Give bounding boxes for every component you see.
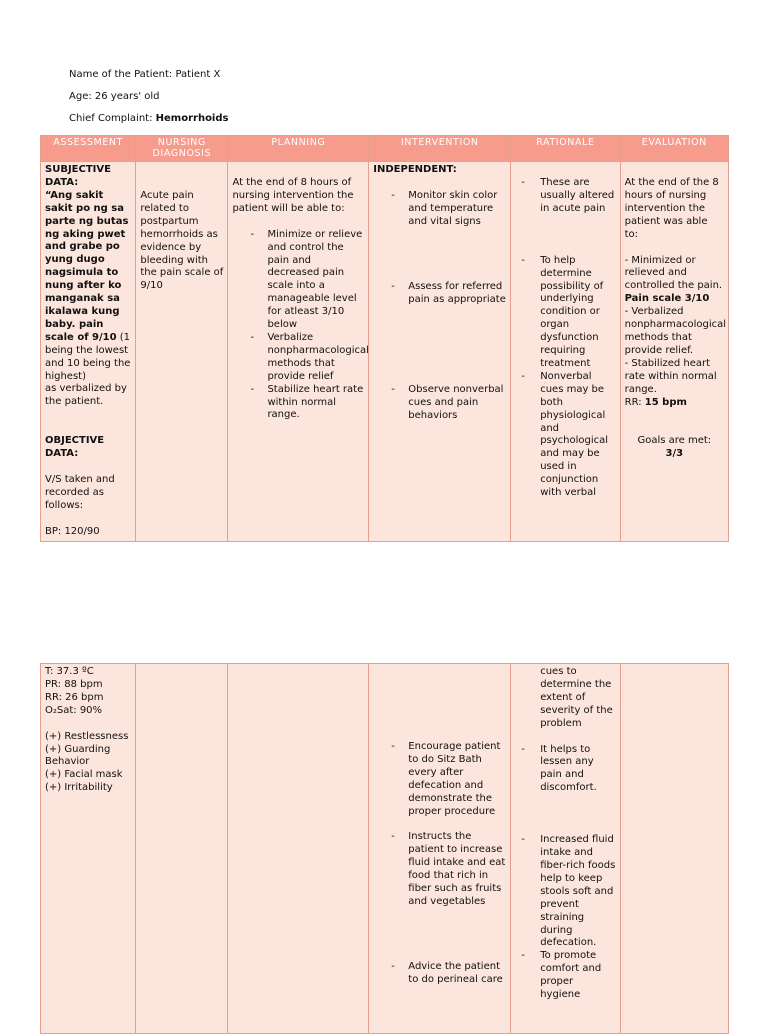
- planning-intro: At the end of 8 hours of nursing intervention the patient will be able to:: [232, 177, 354, 214]
- evaluation-cell-cont: [620, 664, 728, 1034]
- assessment-cell: [41, 162, 136, 542]
- patient-quote: “Ang sakit sakit po ng sa parte ng butas ng aking pwet and grabe po yung dugo nagsimula to nung after ko manganak sa ikalawa kung baby. pain scale of 9/10: [45, 189, 129, 343]
- column-header-intervention: INTERVENTION: [369, 136, 511, 162]
- list-item: - Observe nonverbal cues and pain behaviors: [373, 384, 506, 423]
- independent-heading: INDEPENDENT:: [373, 164, 457, 175]
- pain-scale-result: Pain scale 3/10: [624, 293, 710, 305]
- chief-complaint-label: Chief Complaint:: [69, 113, 153, 124]
- objective-heading: OBJECTIVE DATA:: [45, 435, 105, 460]
- list-item: - Minimize or relieve and control the pain and decreased pain scale into a manageable level for atleast 3/10 below: [232, 229, 364, 332]
- column-header-nursing-diagnosis: NURSING DIAGNOSIS: [136, 136, 228, 162]
- assessment-cell-cont: [41, 664, 136, 1034]
- list-item: - These are usually altered in acute pain: [515, 177, 615, 216]
- column-header-planning: PLANNING: [228, 136, 369, 162]
- list-item: - Stabilize heart rate within normal range.: [232, 384, 364, 423]
- finding-guarding: (+) Guarding Behavior: [45, 743, 111, 768]
- rationale-list-cont: [515, 744, 615, 1002]
- evaluation-line: - Verbalized nonpharmacological methods that provide relief.: [624, 306, 727, 356]
- patient-age-line: [69, 91, 160, 104]
- rr-label: RR:: [624, 396, 642, 408]
- list-item: - To help determine possibility of underlying condition or organ dysfunction requiring treatment: [515, 255, 615, 371]
- goals-met-value: 3/3: [665, 448, 684, 460]
- care-plan-table-page2: [40, 663, 729, 1034]
- column-header-evaluation: EVALUATION: [620, 136, 728, 162]
- list-item: - Advice the patient to do perineal care: [373, 961, 506, 987]
- planning-goals-list: [232, 228, 369, 423]
- vital-pulse-rate: PR: 88 bpm: [45, 678, 103, 690]
- list-item: - Verbalize nonpharmacological methods that provide relief: [232, 332, 364, 384]
- rationale-cell: [511, 162, 620, 542]
- intervention-list-cont: [373, 741, 506, 987]
- list-item: - Encourage patient to do Sitz Bath every after defecation and demonstrate the proper procedure: [373, 741, 506, 818]
- blood-pressure: BP: 120/90: [45, 525, 100, 537]
- finding-restlessness: (+) Restlessness: [45, 730, 129, 742]
- vital-respiratory-rate: RR: 26 bpm: [45, 691, 104, 703]
- planning-cell-cont: [228, 664, 369, 1034]
- intervention-cell-cont: [369, 664, 511, 1034]
- patient-age-value: 26 years' old: [94, 91, 160, 102]
- evaluation-intro: At the end of the 8 hours of nursing intervention the patient was able to:: [624, 177, 719, 240]
- goals-met-label: Goals are met:: [637, 435, 712, 447]
- subjective-heading: SUBJECTIVE DATA:: [45, 164, 111, 188]
- list-item: - It helps to lessen any pain and discomfort.: [515, 744, 615, 796]
- nursing-diagnosis-cell: [136, 162, 228, 542]
- evaluation-cell: [620, 162, 728, 542]
- column-header-assessment: ASSESSMENT: [41, 136, 136, 162]
- table-header-row: [41, 136, 729, 162]
- pain-scale-note: (1 being the lowest and 10 being the highest): [45, 331, 131, 382]
- evaluation-line: - Minimized or relieved and controlled the pain.: [624, 254, 723, 292]
- intervention-cell: [369, 162, 511, 542]
- rr-value: 15 bpm: [644, 396, 687, 408]
- intervention-list: [373, 190, 506, 423]
- chief-complaint-value: Hemorrhoids: [155, 113, 229, 124]
- planning-cell: [228, 162, 369, 542]
- vital-signs-intro: V/S taken and recorded as follows:: [45, 474, 115, 511]
- respiratory-rate-result: [625, 397, 724, 410]
- list-item: - Assess for referred pain as appropriate: [373, 281, 506, 307]
- nursing-diagnosis-cell-cont: [136, 664, 228, 1034]
- table-row: [41, 162, 729, 542]
- nursing-diagnosis-text: Acute pain related to postpartum hemorrhoids as evidence by bleeding with the pain scale of 9/10: [140, 190, 224, 292]
- list-item: - To promote comfort and proper hygiene: [515, 950, 615, 1002]
- list-item: - Increased fluid intake and fiber-rich foods help to keep stools soft and prevent straining during defecation.: [515, 834, 615, 950]
- vital-oxygen-saturation: O₂Sat: 90%: [45, 704, 103, 716]
- list-item: - Instructs the patient to increase fluid intake and eat food that rich in fiber such as fruits and vegetables: [373, 831, 506, 908]
- finding-facial-mask: (+) Facial mask: [45, 769, 123, 781]
- patient-age-label: Age:: [69, 91, 92, 102]
- list-item: - Monitor skin color and temperature and vital signs: [373, 190, 506, 229]
- rationale-continuation: cues to determine the extent of severity of the problem: [540, 666, 613, 729]
- column-header-rationale: RATIONALE: [511, 136, 620, 162]
- verbalized-note: as verbalized by the patient.: [45, 383, 127, 408]
- patient-name-value: Patient X: [175, 69, 221, 80]
- patient-name-label: Name of the Patient:: [69, 69, 173, 80]
- rationale-cell-cont: [511, 664, 620, 1034]
- subjective-quote: [45, 190, 131, 384]
- vital-temperature: T: 37.3 ºC: [45, 666, 94, 677]
- care-plan-table-page1: [40, 135, 729, 542]
- list-item: - Nonverbal cues may be both physiological and psychological and may be used in conjunction with verbal: [515, 371, 615, 500]
- chief-complaint-line: [69, 113, 228, 126]
- rationale-list: [515, 177, 615, 500]
- table-row: [41, 664, 729, 1034]
- patient-name-line: [69, 69, 220, 82]
- evaluation-line: - Stabilized heart rate within normal range.: [624, 357, 717, 395]
- finding-irritability: (+) Irritability: [45, 782, 113, 794]
